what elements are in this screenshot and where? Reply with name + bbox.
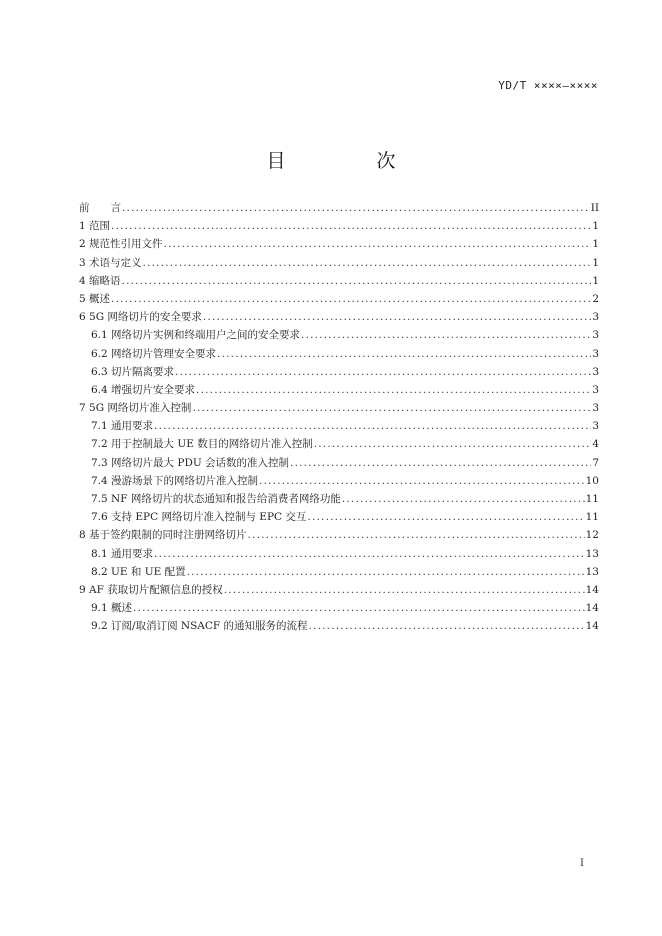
toc-entry-label: 6 5G 网络切片的安全要求 [79, 311, 202, 324]
toc-entry-label: 8.1 通用要求 [91, 547, 154, 560]
toc-entry-page: 11 [585, 493, 599, 505]
toc-entry-page: 3 [592, 383, 599, 396]
toc-entry[interactable] [79, 508, 599, 526]
toc-leader-dots [203, 308, 591, 326]
toc-entry-page: 3 [592, 402, 599, 415]
toc-entry-page: 3 [592, 311, 599, 324]
page-number: I [580, 858, 584, 869]
toc-entry-page: 7 [592, 456, 599, 469]
toc-entry-page: II [590, 202, 599, 214]
toc-entry-page: 1 [592, 238, 599, 251]
toc-entry-page: 1 [592, 220, 599, 233]
toc-leader-dots [301, 326, 591, 344]
toc-leader-dots [154, 417, 591, 435]
toc-entry-page: 14 [585, 602, 599, 615]
toc-leader-dots [133, 599, 585, 617]
toc-entry-label: 6.4 增强切片安全要求 [91, 383, 196, 396]
toc-entry-page: 3 [592, 420, 599, 433]
toc-leader-dots [224, 581, 585, 599]
toc-entry-page: 13 [585, 565, 599, 578]
toc-entry-page: 14 [585, 583, 599, 596]
toc-entry-label: 7.3 网络切片最大 PDU 会话数的准入控制 [91, 456, 290, 469]
page-title: 目 次 [266, 150, 432, 172]
document-code: YD/T ××××—×××× [498, 79, 598, 92]
toc-entry[interactable] [79, 326, 599, 344]
toc-entry[interactable] [79, 563, 599, 581]
toc-entry-page: 3 [592, 347, 599, 360]
toc-leader-dots [111, 290, 591, 308]
toc-leader-dots [307, 508, 584, 526]
toc-leader-dots [175, 363, 591, 381]
toc-entry-page: 14 [585, 620, 599, 633]
toc-entry[interactable] [79, 454, 599, 472]
toc-leader-dots [122, 272, 592, 290]
toc-entry[interactable] [79, 235, 599, 253]
toc-entry-label: 6.1 网络切片实例和终端用户之间的安全要求 [91, 329, 301, 342]
toc-entry-page: 1 [592, 256, 599, 269]
toc-leader-dots [154, 545, 585, 563]
toc-entry[interactable] [79, 254, 599, 272]
toc-entry-page: 10 [585, 474, 599, 487]
toc-entry-label: 9.2 订阅/取消订阅 NSACF 的通知服务的流程 [91, 620, 308, 633]
toc-entry[interactable] [79, 490, 599, 508]
toc-entry[interactable] [79, 526, 599, 544]
toc-entry-page: 3 [592, 329, 599, 342]
toc-leader-dots [342, 490, 585, 508]
toc-entry-label: 5 概述 [79, 292, 111, 305]
toc-entry-page: 3 [592, 365, 599, 378]
toc-entry-label: 7.4 漫游场景下的网络切片准入控制 [91, 474, 259, 487]
toc-entry[interactable] [79, 381, 599, 399]
toc-leader-dots [309, 617, 585, 635]
toc-entry-page: 2 [592, 292, 599, 305]
toc-entry[interactable] [79, 290, 599, 308]
toc-entry-label: 8 基于签约限制的同时注册网络切片 [79, 529, 247, 542]
toc-leader-dots [290, 454, 591, 472]
toc-entry-label: 7.1 通用要求 [91, 420, 154, 433]
toc-entry[interactable] [79, 308, 599, 326]
toc-entry[interactable] [79, 199, 599, 217]
toc-entry[interactable] [79, 363, 599, 381]
toc-entry-label: 9.1 概述 [91, 602, 133, 615]
toc-entry-label: 6.2 网络切片管理安全要求 [91, 347, 217, 360]
toc-entry[interactable] [79, 417, 599, 435]
toc-leader-dots [122, 199, 590, 217]
toc-entry-label: 2 规范性引用文件 [79, 238, 163, 251]
toc-entry-label: 7.2 用于控制最大 UE 数目的网络切片准入控制 [91, 438, 313, 451]
toc-entry-label: 4 缩略语 [79, 274, 121, 287]
toc-entry[interactable] [79, 617, 599, 635]
toc-entry[interactable] [79, 399, 599, 417]
toc-leader-dots [248, 526, 585, 544]
toc-leader-dots [217, 345, 591, 363]
table-of-contents [79, 199, 599, 636]
toc-entry-page: 1 [592, 274, 599, 287]
toc-entry-label: 前 言 [79, 202, 121, 214]
toc-leader-dots [314, 435, 592, 453]
toc-entry-label: 6.3 切片隔离要求 [91, 365, 175, 378]
toc-entry-label: 7.5 NF 网络切片的状态通知和报告给消费者网络功能 [91, 493, 341, 505]
toc-leader-dots [192, 399, 591, 417]
toc-entry[interactable] [79, 345, 599, 363]
toc-entry-page: 11 [585, 511, 599, 524]
toc-entry[interactable] [79, 217, 599, 235]
toc-entry-page: 4 [592, 438, 599, 451]
toc-leader-dots [164, 235, 592, 253]
toc-leader-dots [111, 217, 591, 235]
toc-entry-label: 3 术语与定义 [79, 256, 142, 269]
toc-entry-page: 12 [585, 529, 599, 542]
toc-entry[interactable] [79, 472, 599, 490]
toc-entry-label: 9 AF 获取切片配额信息的授权 [79, 583, 223, 596]
toc-entry-label: 8.2 UE 和 UE 配置 [91, 565, 186, 578]
toc-entry[interactable] [79, 272, 599, 290]
toc-entry[interactable] [79, 545, 599, 563]
toc-entry-page: 13 [585, 547, 599, 560]
toc-leader-dots [187, 563, 585, 581]
toc-leader-dots [259, 472, 585, 490]
toc-entry-label: 7.6 支持 EPC 网络切片准入控制与 EPC 交互 [91, 511, 307, 524]
toc-entry-label: 1 范围 [79, 220, 111, 233]
toc-leader-dots [196, 381, 591, 399]
toc-leader-dots [143, 254, 592, 272]
toc-entry-label: 7 5G 网络切片准入控制 [79, 402, 192, 415]
toc-entry[interactable] [79, 435, 599, 453]
toc-entry[interactable] [79, 581, 599, 599]
toc-entry[interactable] [79, 599, 599, 617]
